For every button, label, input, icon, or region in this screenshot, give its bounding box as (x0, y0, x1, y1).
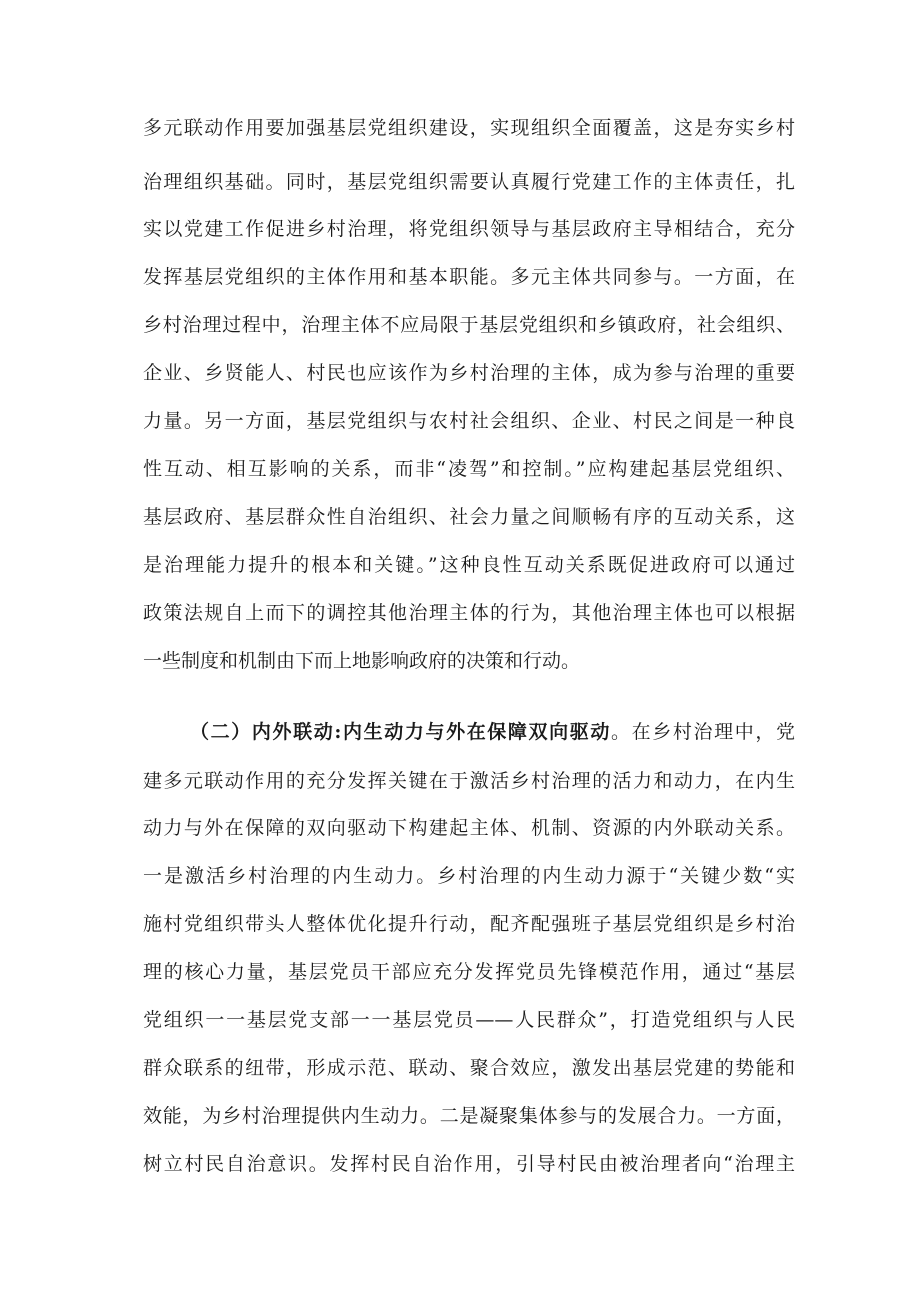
paragraph-2-line-10: 树立村民自治意识。发挥村民自治作用，引导村民由被治理者向“治理主 (143, 1153, 795, 1175)
paragraph-1-line-2: 治理组织基础。同时，基层党组织需要认真履行党建工作的主体责任，扎 (143, 171, 795, 193)
section-heading-tail: 。在乡村治理中，党 (611, 721, 795, 743)
paragraph-1-line-8: 性互动、相互影响的关系，而非“凌驾”和控制。”应构建起基层党组织、 (143, 458, 795, 480)
paragraph-2-line-6: 理的核心力量，基层党员干部应充分发挥党员先锋模范作用，通过“基层 (143, 961, 795, 983)
paragraph-2-line-7: 党组织一一基层党支部一一基层党员——人民群众”，打造党组织与人民 (143, 1009, 795, 1031)
paragraph-2-line-2: 建多元联动作用的充分发挥关键在于激活乡村治理的活力和动力，在内生 (143, 770, 795, 792)
paragraph-1-line-5: 乡村治理过程中，治理主体不应局限于基层党组织和乡镇政府，社会组织、 (143, 314, 795, 336)
paragraph-1-line-1: 多元联动作用要加强基层党组织建设，实现组织全面覆盖，这是夯实乡村 (143, 117, 795, 139)
paragraph-1-line-7: 力量。另一方面，基层党组织与农村社会组织、企业、村民之间是一种良 (143, 410, 795, 432)
paragraph-2-line-8: 群众联系的纽带，形成示范、联动、聚合效应，激发出基层党建的势能和 (143, 1057, 795, 1079)
paragraph-1-line-10: 是治理能力提升的根本和关键。”这种良性互动关系既促进政府可以通过 (143, 554, 795, 576)
paragraph-1-line-12: 一些制度和机制由下而上地影响政府的决策和行动。 (143, 650, 581, 672)
paragraph-1-line-9: 基层政府、基层群众性自治组织、社会力量之间顺畅有序的互动关系，这 (143, 506, 795, 528)
paragraph-1-line-11: 政策法规自上而下的调控其他治理主体的行为，其他治理主体也可以根据 (143, 602, 795, 624)
paragraph-2-line-9: 效能，为乡村治理提供内生动力。二是凝聚集体参与的发展合力。一方面， (143, 1105, 795, 1127)
paragraph-2-line-4: 一是激活乡村治理的内生动力。乡村治理的内生动力源于“关键少数“实 (143, 865, 795, 887)
section-heading: （二）内外联动:内生动力与外在保障双向驱动 (190, 721, 612, 743)
paragraph-2-line-5: 施村党组织带头人整体优化提升行动，配齐配强班子基层党组织是乡村治 (143, 913, 795, 935)
paragraph-2-first-line (190, 712, 795, 752)
paragraph-1-line-6: 企业、乡贤能人、村民也应该作为乡村治理的主体，成为参与治理的重要 (143, 362, 795, 384)
paragraph-1-line-4: 发挥基层党组织的主体作用和基本职能。多元主体共同参与。一方面，在 (143, 266, 795, 288)
paragraph-1-line-3: 实以党建工作促进乡村治理，将党组织领导与基层政府主导相结合，充分 (143, 218, 795, 240)
paragraph-2-line-3: 动力与外在保障的双向驱动下构建起主体、机制、资源的内外联动关系。 (143, 817, 795, 839)
